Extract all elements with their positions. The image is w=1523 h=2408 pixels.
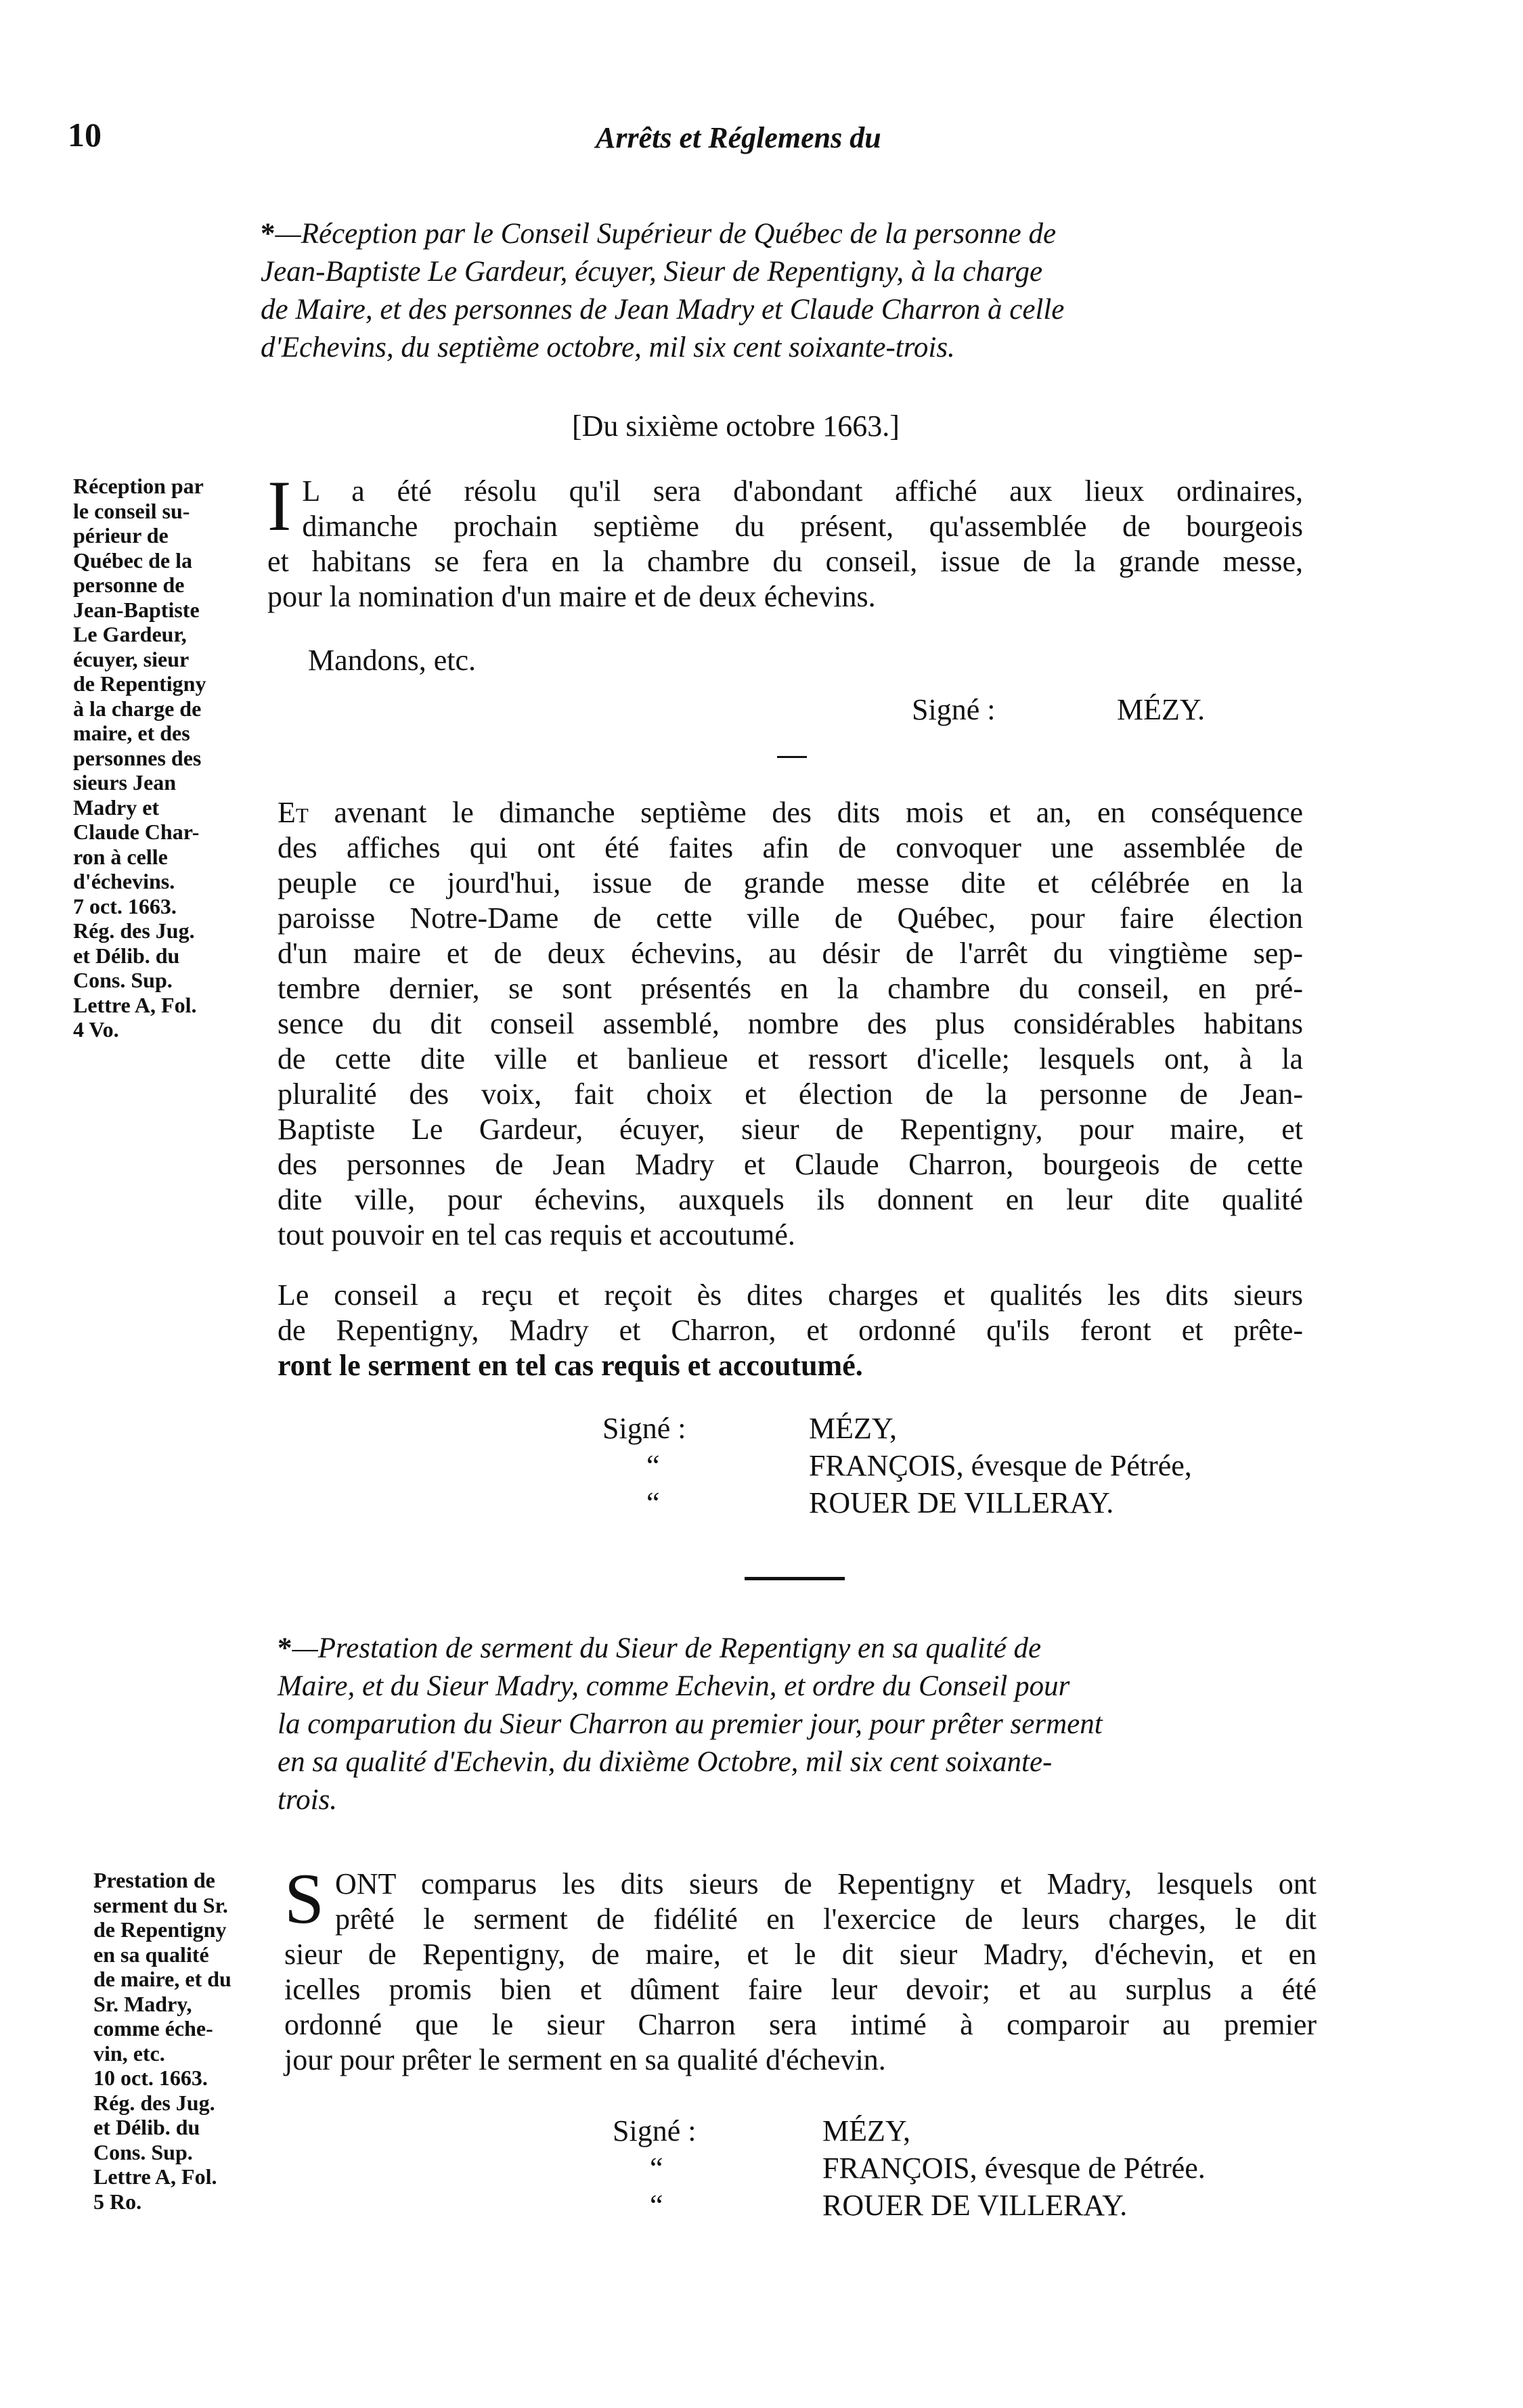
short-separator — [777, 756, 807, 758]
title-line: Jean-Baptiste Le Gardeur, écuyer, Sieur de Repentigny, à la charge — [261, 256, 1043, 288]
signature-label: Signé : — [602, 1412, 686, 1445]
text-line: et habitans se fera en la chambre du conseil, issue de la grande messe, — [267, 545, 1303, 578]
ditto-mark: “ — [650, 2151, 663, 2185]
text-line: peuple ce jourd'hui, issue de grande messe dite et célébrée en la — [278, 866, 1303, 899]
running-head: Arrêts et Réglemens du — [596, 121, 881, 154]
text-line: Le conseil a reçu et reçoit ès dites charges et qualités les dits sieurs — [278, 1278, 1303, 1312]
text-line: Et avenant le dimanche septième des dits mois et an, en conséquence — [278, 796, 1303, 829]
margin-note-line: Sr. Madry, — [93, 1991, 192, 2016]
margin-note-line: périeur de — [73, 523, 169, 548]
signature-label: Signé : — [912, 693, 996, 726]
drop-cap: S — [284, 1859, 324, 1938]
margin-note-line: personne de — [73, 573, 185, 597]
text-line: dimanche prochain septième du présent, qu'assemblée de bourgeois — [302, 510, 1303, 543]
margin-note-line: Réception par — [73, 474, 204, 498]
margin-note-line: et Délib. du — [93, 2115, 200, 2139]
section-1-title — [261, 215, 1303, 367]
section-separator — [745, 1577, 845, 1580]
text-line: ONT comparus les dits sieurs de Repentigny et Madry, lesquels ont — [334, 1867, 1317, 1900]
text-line: ront le serment en tel cas requis et accoutumé. — [278, 1349, 863, 1382]
text-line: ordonné que le sieur Charron sera intimé à comparoir au premier — [284, 2008, 1317, 2041]
margin-note-line: Cons. Sup. — [93, 2139, 193, 2164]
title-line: la comparution du Sieur Charron au premier jour, pour prêter serment — [278, 1708, 1103, 1740]
margin-note-line: maire, et des — [73, 721, 190, 745]
margin-note-line: de maire, et du — [93, 1967, 231, 1991]
text-line: Baptiste Le Gardeur, écuyer, sieur de Repentigny, pour maire, et — [278, 1113, 1303, 1146]
text-line: tout pouvoir en tel cas requis et accoutumé. — [278, 1218, 795, 1251]
section-2-title — [278, 1630, 1313, 1819]
margin-note-line: en sa qualité — [93, 1942, 209, 1967]
paragraph-oath — [284, 1859, 1317, 2078]
text-line: icelles promis bien et dûment faire leur devoir; et au surplus a été — [284, 1973, 1317, 2006]
text-line: jour pour prêter le serment en sa qualité d'échevin. — [284, 2043, 886, 2076]
margin-note-line: Rég. des Jug. — [93, 2090, 215, 2115]
ditto-mark: “ — [646, 1449, 660, 1482]
dateline: [Du sixième octobre 1663.] — [572, 409, 900, 443]
margin-note-line: sieurs Jean — [73, 770, 176, 795]
paragraph-council — [278, 1278, 1303, 1383]
margin-note-line: Claude Char- — [73, 820, 200, 844]
text-line: d'un maire et de deux échevins, au désir de l'arrêt du vingtième sep- — [278, 937, 1303, 970]
asterisk-mark: * — [261, 218, 275, 250]
margin-note-line: comme éche- — [93, 2016, 213, 2041]
text-line: de Repentigny, Madry et Charron, et ordonné qu'ils feront et prête- — [278, 1314, 1303, 1347]
margin-note-line: Québec de la — [73, 548, 192, 573]
margin-note-line: Le Gardeur, — [73, 622, 187, 646]
margin-note-2 — [93, 1868, 283, 2214]
margin-note-line: serment du Sr. — [93, 1892, 228, 1917]
paragraph-assembly — [278, 795, 1303, 1253]
margin-note-line: Madry et — [73, 795, 160, 820]
text-line: de cette dite ville et banlieue et ressort d'icelle; lesquels ont, à la — [278, 1042, 1303, 1075]
signature-label: Signé : — [613, 2114, 697, 2147]
margin-note-line: Prestation de — [93, 1868, 215, 1892]
title-line: d'Echevins, du septième octobre, mil six cent soixante-trois. — [261, 332, 955, 363]
margin-note-1 — [73, 474, 276, 1042]
asterisk-mark: * — [278, 1632, 292, 1664]
margin-note-line: 10 oct. 1663. — [93, 2066, 208, 2090]
margin-note-line: Cons. Sup. — [73, 968, 173, 992]
margin-note-line: à la charge de — [73, 696, 202, 721]
text-line: prêté le serment de fidélité en l'exercice de leurs charges, le dit — [334, 1902, 1317, 1936]
margin-note-line: personnes des — [73, 745, 202, 770]
ditto-mark: “ — [646, 1486, 660, 1519]
text-line: pour la nomination d'un maire et de deux échevins. — [267, 580, 876, 613]
text-line: sieur de Repentigny, de maire, et le dit sieur Madry, d'échevin, et en — [284, 1938, 1317, 1971]
signature-name: FRANÇOIS, évesque de Pétrée. — [822, 2151, 1206, 2185]
margin-note-line: vin, etc. — [93, 2041, 165, 2066]
title-line: en sa qualité d'Echevin, du dixième Octobre, mil six cent soixante- — [278, 1746, 1053, 1778]
margin-note-line: de Repentigny — [73, 671, 206, 696]
page-number: 10 — [68, 116, 102, 154]
text-line: paroisse Notre-Dame de cette ville de Québec, pour faire élection — [278, 901, 1303, 935]
mandons-line: Mandons, etc. — [308, 644, 477, 677]
margin-note-line: Rég. des Jug. — [73, 918, 195, 943]
margin-note-line: de Repentigny — [93, 1917, 227, 1942]
drop-cap: I — [267, 466, 292, 545]
signature-name: MÉZY. — [1117, 693, 1205, 726]
margin-note-line: et Délib. du — [73, 943, 180, 968]
signature-name: MÉZY, — [822, 2114, 910, 2147]
text-line: L a été résolu qu'il sera d'abondant affiché aux lieux ordinaires, — [302, 474, 1303, 508]
title-line: trois. — [278, 1784, 338, 1816]
signature-name: ROUER DE VILLERAY. — [822, 2189, 1128, 2222]
margin-note-line: Lettre A, Fol. — [93, 2164, 217, 2189]
title-line: de Maire, et des personnes de Jean Madry et Claude Charron à celle — [261, 294, 1065, 326]
text-line: des affiches qui ont été faites afin de convoquer une assemblée de — [278, 831, 1303, 864]
signature-name: MÉZY, — [809, 1412, 897, 1445]
margin-note-line: 4 Vo. — [73, 1017, 119, 1042]
signature-name: FRANÇOIS, évesque de Pétrée, — [809, 1449, 1192, 1482]
margin-note-line: Jean-Baptiste — [73, 597, 200, 622]
title-line: —Prestation de serment du Sieur de Repentigny en sa qualité de — [292, 1632, 1042, 1664]
margin-note-line: Lettre A, Fol. — [73, 992, 197, 1017]
signature-name: ROUER DE VILLERAY. — [809, 1486, 1114, 1519]
margin-note-line: 5 Ro. — [93, 2189, 142, 2214]
margin-note-line: 7 oct. 1663. — [73, 893, 177, 918]
paragraph-resolution — [267, 466, 1303, 615]
title-line: —Réception par le Conseil Supérieur de Québec de la personne de — [275, 218, 1057, 250]
margin-note-line: d'échevins. — [73, 869, 175, 893]
text-line: tembre dernier, se sont présentés en la chambre du conseil, en pré- — [278, 972, 1303, 1005]
margin-note-line: écuyer, sieur — [73, 646, 190, 671]
text-line: des personnes de Jean Madry et Claude Charron, bourgeois de cette — [278, 1148, 1303, 1181]
title-line: Maire, et du Sieur Madry, comme Echevin, et ordre du Conseil pour — [278, 1670, 1070, 1702]
small-caps-lead: Et — [278, 796, 309, 829]
text-line: sence du dit conseil assemblé, nombre des plus considérables habitans — [278, 1007, 1303, 1040]
text-line: dite ville, pour échevins, auxquels ils donnent en leur dite qualité — [278, 1183, 1303, 1216]
margin-note-line: le conseil su- — [73, 498, 190, 523]
margin-note-line: ron à celle — [73, 844, 168, 869]
text-line: pluralité des voix, fait choix et élection de la personne de Jean- — [278, 1077, 1303, 1111]
ditto-mark: “ — [650, 2189, 663, 2222]
